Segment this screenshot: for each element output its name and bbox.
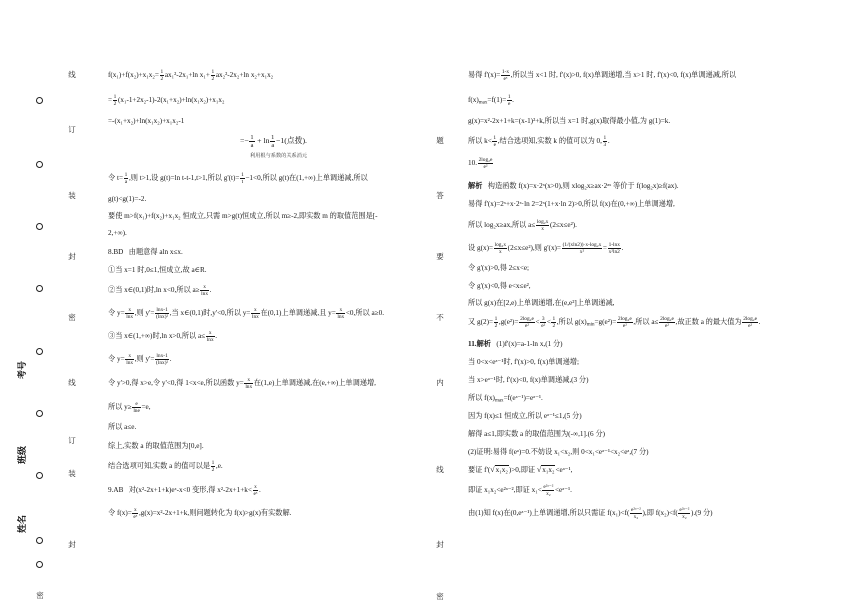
text-run: 令 t= xyxy=(108,174,124,182)
fraction-numerator: x xyxy=(134,506,137,513)
fraction xyxy=(132,507,138,520)
fraction-numerator: x xyxy=(247,376,251,383)
seal-notice-char: 线 xyxy=(436,465,444,474)
fraction-numerator: 1 xyxy=(113,93,117,100)
text-run: 所以 y≥ xyxy=(108,403,132,411)
solution-line xyxy=(468,217,577,233)
fraction xyxy=(244,377,253,390)
seal-char: 密 xyxy=(68,313,76,322)
fraction-numerator: 1 xyxy=(552,315,556,322)
fraction xyxy=(478,157,494,170)
fraction-denominator: lnx xyxy=(126,313,134,320)
text-run: ,则 y'= xyxy=(134,355,155,363)
text-run: 即证 x₁x₂<e²ᵃ⁻²,即证 x₁< xyxy=(468,486,542,494)
seal-hole-circle-icon xyxy=(36,561,43,568)
fraction-denominator: e² xyxy=(742,322,758,329)
fraction-denominator: lnx xyxy=(206,336,214,343)
fraction-denominator: a xyxy=(271,141,275,149)
text-run: ②当 x∈(0,1)时,ln x<0,所以 a≥ xyxy=(108,286,200,294)
text-run: 所以 a≤e. xyxy=(108,423,137,431)
solution-line xyxy=(108,438,204,454)
fraction-numerator: x xyxy=(203,283,206,290)
text-run: ,当 x∈(0,1)时,y'<0,所以 y= xyxy=(169,309,251,317)
fraction xyxy=(132,401,141,414)
solution-line xyxy=(468,178,679,194)
seal-notice-char: 题 xyxy=(436,136,444,145)
solution-line xyxy=(468,462,572,478)
solution-line xyxy=(468,482,572,498)
fraction-denominator: x² xyxy=(562,248,603,255)
solution-line xyxy=(468,260,529,276)
fraction-numerator: log₂x xyxy=(494,241,507,248)
solution-line xyxy=(468,67,736,83)
solution-line xyxy=(108,244,183,260)
text-run: 令 y'>0,得 x>e,令 y'<0,得 1<x<e,所以函数 y= xyxy=(108,379,244,387)
bold-label: 解析 xyxy=(468,182,483,190)
text-run: 利用根与系数的关系消元 xyxy=(250,153,308,159)
text-run: (2≤x≤e²). xyxy=(549,221,577,229)
fraction xyxy=(608,242,621,255)
fraction-numerator: x xyxy=(128,306,132,313)
solution-line xyxy=(108,170,368,186)
fraction-numerator: 1 xyxy=(603,134,607,141)
seal-hole-circle-icon xyxy=(36,348,43,355)
fraction-numerator: lnx-1 xyxy=(156,306,168,313)
text-run: ,e. xyxy=(215,462,223,470)
fraction xyxy=(125,307,134,320)
fraction-numerator: 1 xyxy=(493,134,497,141)
fraction-numerator: 1 xyxy=(211,68,215,75)
solution-line xyxy=(108,113,184,129)
text-run: )>0,即证 xyxy=(508,466,537,474)
radicand: x₁x₂ xyxy=(542,466,555,474)
fraction-denominator: 2 xyxy=(211,466,215,473)
text-run: 当 x>eᵃ⁻¹时, f'(x)<0, f(x)单调递减,(3 分) xyxy=(468,376,589,384)
solution-line xyxy=(108,92,224,108)
text-run: + ln xyxy=(255,136,270,145)
text-run: ,所以 a≤ xyxy=(633,318,659,326)
solution-line xyxy=(468,295,614,311)
text-run: 在(1,e)上单调递减,在(e,+∞)上单调递增, xyxy=(253,379,376,387)
fraction xyxy=(659,316,675,329)
text-run: 10. xyxy=(468,159,477,167)
fraction-denominator: eˣ xyxy=(133,513,138,520)
text-run: 令 y= xyxy=(108,355,125,363)
fraction-numerator: 1 xyxy=(250,133,254,141)
fraction-numerator: 1 xyxy=(507,93,511,100)
solution-line xyxy=(468,354,579,370)
fraction-numerator: 2log₂e xyxy=(478,156,493,163)
fraction xyxy=(562,242,603,255)
solution-line xyxy=(108,262,207,278)
text-run: < xyxy=(535,318,540,326)
text-run: . xyxy=(169,355,172,363)
text-run: 易得 f'(x)=2ˣ+x·2ˣ·ln 2=2ˣ(1+x·ln 2)>0,所以 f(x)在(0,+∞)上单调递增, xyxy=(468,200,675,208)
solution-line xyxy=(468,314,760,330)
solution-line xyxy=(468,155,494,171)
text-run: (1)f'(x)=a-1-ln x,(1 分) xyxy=(490,340,563,348)
subscript: max xyxy=(494,398,504,404)
subscript: min xyxy=(586,322,595,328)
fraction xyxy=(494,242,507,255)
fraction-numerator: e²ᵃ⁻² xyxy=(679,506,690,513)
text-run: = xyxy=(602,244,607,252)
fraction-denominator: x xyxy=(494,248,507,255)
fraction-numerator: 1 xyxy=(211,459,215,466)
text-run: . xyxy=(621,244,624,252)
fraction-numerator: 2log₂e xyxy=(520,315,534,322)
fraction-numerator: x xyxy=(208,329,212,336)
fraction xyxy=(211,460,216,473)
subscript: max xyxy=(478,100,488,106)
fraction-denominator: 2 xyxy=(494,322,498,329)
seal-char: 订 xyxy=(68,125,76,134)
fraction-numerator: 1 xyxy=(124,171,128,178)
fraction xyxy=(507,94,512,107)
fraction xyxy=(155,353,169,366)
seal-notice-char: 封 xyxy=(436,540,444,549)
solution-line xyxy=(468,390,543,406)
fraction-denominator: lnx xyxy=(251,313,259,320)
fraction-numerator: 1-x xyxy=(501,68,510,75)
fraction-numerator: 1-lnx xyxy=(608,241,620,248)
text-run: ,故正数 a 的最大值为 xyxy=(675,318,742,326)
fraction-denominator: x²ln2 xyxy=(608,248,620,255)
fraction xyxy=(270,134,275,149)
text-run: ,则 t>1,设 g(t)=ln t-t-1,t>1,所以 g'(t)= xyxy=(128,174,240,182)
fraction-denominator: e² xyxy=(519,322,535,329)
text-run: 所以 log₂x≥ax,所以 a≤ xyxy=(468,221,536,229)
text-run: 所以 g(x)在[2,e)上单调递增,在(e,e²]上单调递减, xyxy=(468,299,615,307)
text-run: 要使 m>f(x₁)+f(x₂)+x₁x₂ 恒成立,只需 m>g(t)恒成立,所以 m≥-2,即实数 m 的取值范围是[- xyxy=(108,212,378,220)
fraction xyxy=(155,307,169,320)
text-run: f(x) xyxy=(468,96,479,104)
text-run: <0,所以 a≥0. xyxy=(345,309,384,317)
fraction-denominator: x₂ xyxy=(678,513,690,520)
text-run: 由(1)知 f(x)在(0,eᵃ⁻¹)上单调递增,所以只需证 f(x₁)<f( xyxy=(468,509,630,517)
class-label: 班级 xyxy=(17,445,27,465)
fraction-denominator: lnx xyxy=(245,383,253,390)
fraction xyxy=(742,316,758,329)
fraction-numerator: 1 xyxy=(241,171,244,178)
fraction-numerator: lnx-1 xyxy=(156,352,168,359)
fraction-numerator: 2log₂e xyxy=(617,315,632,322)
text-run: 构造函数 f(x)=x·2ˣ(x>0),则 xlog₂x≥ax·2ᵃˣ 等价于 f(log₂x)≥f(ax). xyxy=(482,182,679,190)
solution-line xyxy=(240,133,307,149)
radicand: x₁x₂ xyxy=(495,466,508,474)
seal-hole-circle-icon xyxy=(36,472,43,479)
fraction-denominator: e² xyxy=(617,322,633,329)
exam-number-label: 考号 xyxy=(17,360,27,380)
fraction xyxy=(251,307,260,320)
fraction-denominator: eˣ xyxy=(501,75,510,82)
text-run: =g(e²)= xyxy=(594,318,617,326)
fraction-numerator: e²ᵃ⁻² xyxy=(630,506,641,513)
seal-hole-circle-icon xyxy=(36,223,43,230)
fraction xyxy=(125,353,134,366)
text-run: g(x)=x²-2x+1+k=(x-1)²+k,所以当 x=1 时,g(x)取得最小值,为 g(1)=k. xyxy=(468,117,671,125)
solution-line xyxy=(468,408,582,424)
solution-line xyxy=(468,426,605,442)
fraction xyxy=(249,134,254,149)
text-run: =-(x₁+x₂)+ln(x₁x₂)+x₁x₂-1 xyxy=(108,117,185,125)
seal-hole-circle-icon xyxy=(36,537,43,544)
fraction-denominator: (lnx)² xyxy=(156,313,169,320)
solution-line xyxy=(108,191,146,207)
fraction xyxy=(336,307,345,320)
solution-line xyxy=(108,282,211,298)
solution-line xyxy=(468,444,649,460)
seal-notice-char: 内 xyxy=(436,378,444,387)
fraction xyxy=(519,316,535,329)
text-run: 设 g(x)= xyxy=(468,244,494,252)
text-run: 令 f(x)= xyxy=(108,509,132,517)
fraction-denominator: lnx xyxy=(126,359,134,366)
text-run: . xyxy=(607,137,610,145)
text-run: . xyxy=(512,96,514,104)
fraction xyxy=(501,69,510,82)
text-run: 9.AB 对(x²-2x+1+k)eˣ-x<0 变形,得 x²-2x+1+k< xyxy=(108,486,252,494)
fraction-denominator: 2 xyxy=(160,75,164,82)
text-run: =f(1)= xyxy=(487,96,507,104)
fraction-denominator: 3 xyxy=(603,141,607,148)
fraction-denominator: 2 xyxy=(113,100,117,107)
text-run: 结合选项可知,实数 a 的值可以是 xyxy=(108,462,211,470)
fraction-denominator: e xyxy=(508,100,511,107)
seal-char: 密 xyxy=(36,591,44,600)
solution-line xyxy=(468,505,713,521)
text-run: 综上,实数 a 的取值范围为[0,e]. xyxy=(108,442,204,450)
seal-char: 订 xyxy=(68,436,76,445)
text-run: g(t)<g(1)=-2. xyxy=(108,195,147,203)
fraction-numerator: 1 xyxy=(494,315,498,322)
solution-line xyxy=(468,133,610,149)
fraction-numerator: 1 xyxy=(271,133,275,141)
text-run: ).(9 分) xyxy=(690,509,713,517)
seal-hole-circle-icon xyxy=(36,161,43,168)
fraction-numerator: 2log₂e xyxy=(660,315,674,322)
text-run: <eᵃ⁻¹. xyxy=(554,486,572,494)
fraction-denominator: a xyxy=(250,141,254,149)
text-run: −1<0,所以 g(t)在(1,+∞)上单调递减,所以 xyxy=(245,174,368,182)
text-run: ,g(x)=x²-2x+1+k,则问题转化为 f(x)>g(x)有实数解. xyxy=(138,509,292,517)
text-run: 8.BD 由题意得 aln x≤x. xyxy=(108,248,183,256)
text-run: . xyxy=(758,318,761,326)
seal-notice-char: 密 xyxy=(436,592,444,601)
fraction xyxy=(540,316,546,329)
seal-char: 封 xyxy=(68,540,76,549)
fraction-denominator: x₂ xyxy=(542,490,554,497)
solution-line xyxy=(250,148,307,164)
solution-line xyxy=(468,240,623,256)
seal-hole-circle-icon xyxy=(36,97,43,104)
text-run: ),即 f(x₂)<f( xyxy=(642,509,678,517)
text-run: ,结合选项知,实数 k 的值可以为 0, xyxy=(497,137,602,145)
text-run: 令 g'(x)>0,得 2≤x<e; xyxy=(468,264,530,272)
fraction xyxy=(542,484,554,497)
fraction-denominator: e xyxy=(493,141,496,148)
fraction-denominator: 2 xyxy=(211,75,215,82)
fraction-numerator: x xyxy=(128,352,132,359)
text-run: = xyxy=(108,96,113,104)
fraction xyxy=(253,484,259,497)
fraction xyxy=(206,329,218,343)
seal-char: 装 xyxy=(68,469,76,478)
fraction xyxy=(124,172,129,185)
solution-line xyxy=(468,372,589,388)
seal-notice-char: 不 xyxy=(436,313,444,322)
text-run: 所以 f(x) xyxy=(468,394,495,402)
fraction-denominator: lnx xyxy=(337,313,345,320)
solution-line xyxy=(108,305,384,321)
fraction-denominator: a xyxy=(124,178,128,185)
fraction xyxy=(494,316,499,329)
text-run: 当 0<x<eᵃ⁻¹时, f'(x)>0, f(x)单调递增; xyxy=(468,358,579,366)
fraction xyxy=(211,69,216,82)
square-root xyxy=(490,462,509,478)
seal-notice-char: 答 xyxy=(436,191,444,200)
fraction xyxy=(617,316,633,329)
fraction-denominator: t xyxy=(241,178,244,185)
seal-hole-circle-icon xyxy=(36,410,43,417)
text-run: =f(eᵃ⁻¹)=eᵃ⁻¹. xyxy=(503,394,543,402)
text-run: < xyxy=(546,318,551,326)
fraction xyxy=(603,135,608,148)
solution-line xyxy=(108,208,378,224)
seal-notice-char: 要 xyxy=(436,252,444,261)
text-run: 2,+∞). xyxy=(108,229,127,237)
fraction xyxy=(678,507,690,520)
solution-line xyxy=(108,225,127,241)
text-run: −1(点拨). xyxy=(275,136,307,145)
text-run: . xyxy=(215,332,218,340)
fraction xyxy=(630,507,642,520)
text-run: 要证 f'( xyxy=(468,466,491,474)
fraction-numerator: 3 xyxy=(541,315,545,322)
fraction-numerator: 2log₂e xyxy=(743,315,758,322)
text-run: 在(0,1)上单调递减,且 y= xyxy=(260,309,336,317)
fraction-denominator: eˣ xyxy=(253,490,258,497)
fraction-numerator: x xyxy=(254,483,257,490)
solution-line xyxy=(108,375,376,391)
solution-line xyxy=(468,92,514,108)
text-run: ,所以当 x<1 时, f'(x)>0, f(x)单调递增,当 x>1 时, f'(x)<0, f(x)单调递减,所以 xyxy=(510,71,737,79)
seal-char: 装 xyxy=(68,191,76,200)
bold-label: 11.解析 xyxy=(468,340,491,348)
radical-sign-icon: √ xyxy=(536,465,542,474)
fraction-numerator: x xyxy=(339,306,343,313)
text-run: =e, xyxy=(141,403,151,411)
fraction-denominator: e² xyxy=(478,163,494,170)
text-run: <eᵃ⁻¹, xyxy=(555,466,573,474)
fraction xyxy=(551,316,556,329)
solution-line xyxy=(108,328,217,344)
text-run: (2≤x≤e²),则 g'(x)= xyxy=(507,244,561,252)
fraction-denominator: lne xyxy=(133,407,140,414)
solution-line xyxy=(108,419,136,435)
text-run: (2)证明:易得 f(eᵃ)=0.不妨设 x₁<x₂,则 0<x₁<eᵃ⁻¹<x₂<eᵃ,(7 分) xyxy=(468,448,649,456)
fraction-numerator: e xyxy=(135,400,138,407)
text-run: ax₁²-2x₁+ln x₁+ xyxy=(164,71,210,79)
fraction-numerator: (1/(xln2))·x-log₂x xyxy=(562,241,602,248)
text-run: ③当 x∈(1,+∞)时,ln x>0,所以 a≤ xyxy=(108,332,206,340)
solution-line xyxy=(108,399,151,415)
text-run: 所以 k< xyxy=(468,137,492,145)
fraction xyxy=(160,69,165,82)
fraction-denominator: x₂ xyxy=(630,513,642,520)
solution-line xyxy=(468,113,670,129)
fraction-denominator: x xyxy=(536,225,549,232)
seal-hole-circle-icon xyxy=(36,285,43,292)
text-run: 解得 a≤1,即实数 a 的取值范围为(-∞,1].(6 分) xyxy=(468,430,606,438)
fraction xyxy=(492,135,497,148)
fraction-denominator: (lnx)² xyxy=(156,359,169,366)
radical-sign-icon: √ xyxy=(490,465,495,474)
fraction xyxy=(536,219,549,232)
seal-char: 线 xyxy=(68,378,76,387)
text-run: 令 g'(x)<0,得 e<x≤e², xyxy=(468,282,531,290)
text-run: 令 y= xyxy=(108,309,125,317)
solution-line xyxy=(108,505,291,521)
text-run: 易得 f'(x)= xyxy=(468,71,501,79)
solution-line xyxy=(468,196,675,212)
solution-line xyxy=(108,351,172,367)
fraction xyxy=(113,94,118,107)
text-run: 又 g(2)= xyxy=(468,318,494,326)
fraction-denominator: e² xyxy=(541,322,546,329)
text-run: ①当 x=1 时,0≤1,恒成立,故 a∈R. xyxy=(108,266,207,274)
solution-line xyxy=(108,67,273,83)
text-run: f(x₁)+f(x₂)+x₁x₂= xyxy=(108,71,159,79)
fraction-denominator: lnx xyxy=(201,290,209,297)
fraction-numerator: e²ᵃ⁻² xyxy=(543,483,554,490)
solution-line xyxy=(108,458,223,474)
square-root xyxy=(537,462,556,478)
fraction-denominator: e² xyxy=(659,322,675,329)
seal-char: 封 xyxy=(68,252,76,261)
solution-line xyxy=(108,482,261,498)
text-run: ,则 y'= xyxy=(134,309,155,317)
solution-line xyxy=(468,278,531,294)
text-run: . xyxy=(259,486,261,494)
text-run: =− xyxy=(240,136,249,145)
fraction xyxy=(200,284,209,297)
text-run: (x₁-1+2x₂-1)-2(x₁+x₂)+ln(x₁x₂)+x₁x₂ xyxy=(117,96,225,104)
text-run: ax₂²-2x₂+ln x₂+x₁x₂ xyxy=(215,71,274,79)
fraction-numerator: log₂x xyxy=(536,218,549,225)
text-run: ,g(e²)= xyxy=(498,318,519,326)
text-run: . xyxy=(209,286,212,294)
text-run: ,所以 g(x) xyxy=(556,318,587,326)
fraction-numerator: 1 xyxy=(160,68,164,75)
text-run: 因为 f(x)≤1 恒成立,所以 eᵃ⁻¹≤1,(5 分) xyxy=(468,412,582,420)
fraction-denominator: 2 xyxy=(552,322,556,329)
name-label: 姓名 xyxy=(17,514,27,534)
solution-line xyxy=(468,336,563,352)
seal-char: 线 xyxy=(68,70,76,79)
fraction-numerator: x xyxy=(254,306,257,313)
